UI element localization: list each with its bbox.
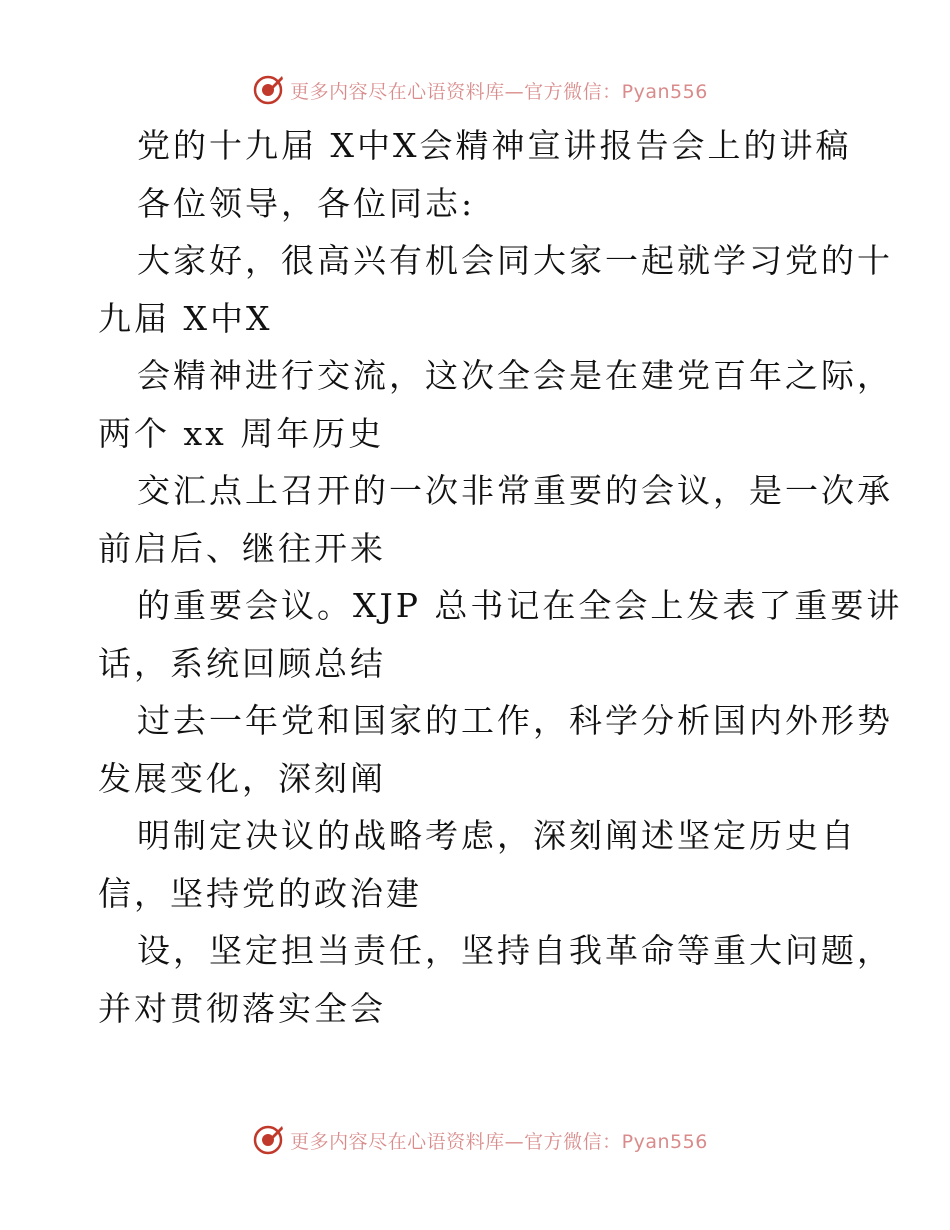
text-line: 信，坚持党的政治建: [98, 873, 422, 913]
text-line: 大家好，很高兴有机会同大家一起就学习党的十: [137, 241, 893, 280]
text-line: 会精神进行交流，这次全会是在建党百年之际，: [137, 356, 893, 395]
text-line: 话，系统回顾总结: [98, 643, 386, 683]
text-line: 设，坚定担当责任，坚持自我革命等重大问题，: [137, 931, 893, 970]
text-line: 两个 xx 周年历史: [98, 413, 385, 453]
text-line: 并对贯彻落实全会: [98, 988, 386, 1028]
header-watermark: [0, 70, 950, 110]
pen-logo-icon: [252, 74, 284, 106]
pen-logo-icon: [252, 1124, 284, 1156]
footer-watermark-inner: [252, 1124, 708, 1156]
footer-watermark-text: 更多内容尽在心语资料库—官方微信：Pyan556: [290, 1130, 708, 1153]
header-watermark-inner: [252, 74, 708, 106]
text-line: 九届 X中X: [98, 298, 273, 338]
text-line: 发展变化，深刻阐: [98, 758, 386, 798]
text-line: 交汇点上召开的一次非常重要的会议，是一次承: [137, 471, 893, 510]
header-watermark-text: 更多内容尽在心语资料库—官方微信：Pyan556: [290, 80, 708, 103]
text-line: 过去一年党和国家的工作，科学分析国内外形势: [137, 701, 893, 740]
text-line: 前启后、继往开来: [98, 528, 386, 568]
text-line: 的重要会议。XJP 总书记在全会上发表了重要讲: [137, 586, 903, 625]
text-line: 明制定决议的战略考虑，深刻阐述坚定历史自: [137, 816, 857, 855]
text-line: 党的十九届 X中X会精神宣讲报告会上的讲稿: [137, 126, 852, 165]
text-line: 各位领导，各位同志:: [137, 183, 476, 223]
footer-watermark: [0, 1120, 950, 1160]
